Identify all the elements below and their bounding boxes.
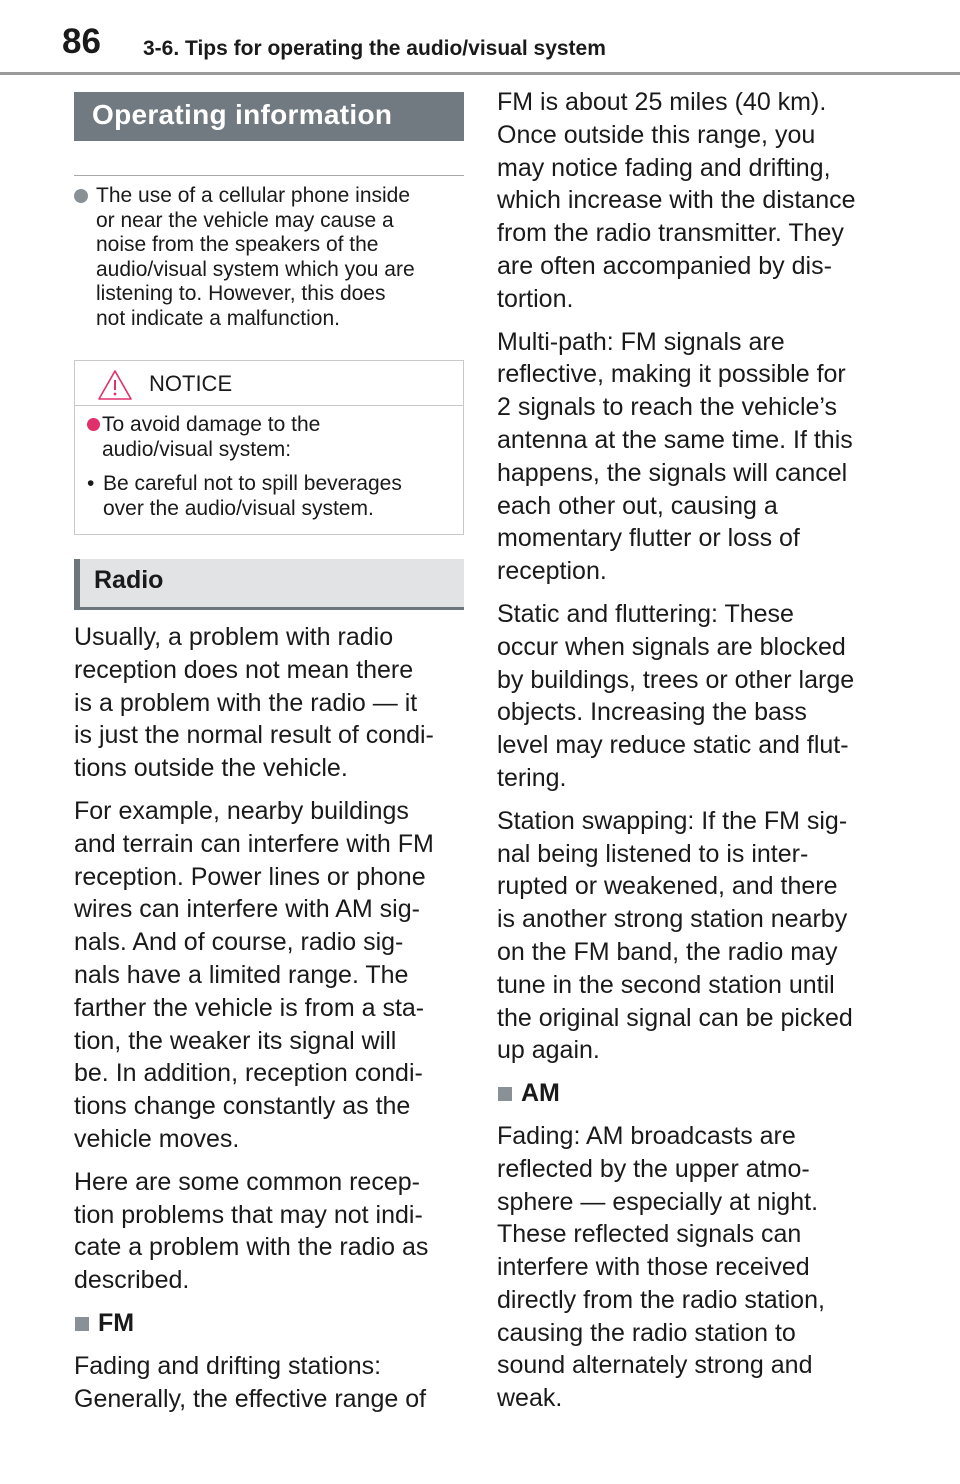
fm-label: FM (98, 1308, 135, 1337)
text-line: reception. (497, 557, 607, 586)
text-line: nal being listened to is inter- (497, 839, 809, 868)
text-line: occur when signals are blocked (497, 632, 846, 661)
text-line: is just the normal result of condi- (74, 721, 434, 750)
text-line: weak. (497, 1384, 563, 1413)
text-line: up again. (497, 1036, 600, 1065)
paragraph (74, 621, 464, 785)
text-line: on the FM band, the radio may (497, 937, 838, 966)
text-line: tune in the second station until (497, 970, 835, 999)
notice-header (75, 361, 463, 406)
info-text (96, 184, 464, 331)
text-line: reception does not mean there (74, 655, 414, 684)
text-line: Station swapping: If the FM sig- (497, 806, 848, 835)
paragraph (497, 805, 881, 1067)
text-line: level may reduce static and flut- (497, 731, 849, 760)
text-line: reflective, making it possible for (497, 360, 846, 389)
page-number: 86 (62, 22, 101, 61)
text-line: not indicate a malfunction. (96, 306, 340, 330)
gray-square-icon (498, 1087, 512, 1101)
text-line: are often accompanied by dis- (497, 251, 832, 280)
am-subheading (497, 1077, 881, 1110)
text-line: Fading: AM broadcasts are (497, 1121, 796, 1150)
right-column (497, 86, 881, 1415)
text-line: These reflected signals can (497, 1220, 802, 1249)
text-line: causing the radio station to (497, 1318, 796, 1347)
text-line: 2 signals to reach the vehicle’s (497, 393, 838, 422)
paragraph (74, 795, 464, 1156)
text-line: audio/visual system: (102, 437, 292, 461)
text-line: Be careful not to spill beverages (103, 472, 402, 495)
text-line: tion problems that may not indi- (74, 1200, 423, 1229)
text-line: The use of a cellular phone inside (96, 184, 411, 207)
text-line: cate a problem with the radio as (74, 1233, 429, 1262)
warning-triangle-icon (97, 369, 133, 401)
gray-dot-icon (74, 189, 88, 203)
text-line: over the audio/visual system. (103, 496, 374, 520)
text-line: may notice fading and drifting, (497, 153, 831, 182)
text-line: Once outside this range, you (497, 120, 816, 149)
notice-text (102, 413, 451, 462)
list-item (74, 184, 464, 331)
text-line: FM is about 25 miles (40 km). (497, 88, 827, 116)
text-line: noise from the speakers of the (96, 233, 379, 256)
text-line: directly from the radio station, (497, 1285, 825, 1314)
paragraph (497, 598, 881, 795)
gray-square-icon (75, 1317, 89, 1331)
paragraph (74, 1350, 464, 1416)
text-line: each other out, causing a (497, 491, 778, 520)
text-line: tering. (497, 763, 567, 792)
text-line: Here are some common recep- (74, 1167, 420, 1196)
notice-sub-item (87, 472, 451, 521)
paragraph (497, 1120, 881, 1415)
operating-info-heading: Operating information (74, 92, 464, 141)
pink-dot-icon (87, 418, 100, 431)
text-line: Generally, the effective range of (74, 1384, 427, 1413)
text-line: sound alternately strong and (497, 1351, 813, 1380)
text-line: interfere with those received (497, 1253, 810, 1282)
text-line: sphere — especially at night. (497, 1187, 819, 1216)
notice-body (75, 406, 463, 534)
notice-box (74, 360, 464, 535)
text-line: nals. And of course, radio sig- (74, 928, 404, 957)
text-line: tions change constantly as the (74, 1092, 411, 1121)
text-line: described. (74, 1266, 190, 1295)
notice-item (87, 413, 451, 462)
text-line: tion, the weaker its signal will (74, 1026, 397, 1055)
text-line: by buildings, trees or other large (497, 665, 855, 694)
text-line: farther the vehicle is from a sta- (74, 993, 425, 1022)
text-line: which increase with the distance (497, 186, 856, 215)
section-title: 3-6. Tips for operating the audio/visual system (143, 37, 606, 60)
text-line: is another strong station nearby (497, 905, 848, 934)
text-line: Multi-path: FM signals are (497, 327, 785, 356)
text-line: vehicle moves. (74, 1124, 240, 1153)
text-line: objects. Increasing the bass (497, 698, 807, 727)
text-line: from the radio transmitter. They (497, 219, 844, 248)
text-line: antenna at the same time. If this (497, 425, 853, 454)
text-line: and terrain can interfere with FM (74, 829, 434, 858)
sub-bullet: • (87, 472, 95, 495)
text-line: rupted or weakened, and there (497, 872, 838, 901)
header-rule (0, 72, 960, 75)
notice-sub-text (103, 472, 451, 521)
text-line: To avoid damage to the (102, 413, 321, 436)
text-line: nals have a limited range. The (74, 960, 409, 989)
radio-heading: Radio (74, 559, 464, 610)
am-label: AM (521, 1079, 560, 1108)
text-line: wires can interfere with AM sig- (74, 895, 420, 924)
notice-title: NOTICE (149, 371, 233, 396)
text-line: be. In addition, reception condi- (74, 1059, 423, 1088)
text-line: or near the vehicle may cause a (96, 208, 394, 232)
text-line: Usually, a problem with radio (74, 623, 394, 651)
left-column (74, 92, 464, 1415)
text-line: For example, nearby buildings (74, 796, 409, 825)
text-line: reception. Power lines or phone (74, 862, 426, 891)
text-line: audio/visual system which you are (96, 257, 415, 281)
text-line: listening to. However, this does (96, 282, 386, 305)
text-line: the original signal can be picked (497, 1003, 853, 1032)
text-line: tions outside the vehicle. (74, 754, 348, 783)
text-line: Static and fluttering: These (497, 599, 794, 628)
paragraph (74, 1166, 464, 1297)
fm-subheading (74, 1307, 464, 1340)
paragraph (497, 326, 881, 588)
radio-left-text (74, 621, 464, 1415)
text-line: Fading and drifting stations: (74, 1351, 382, 1380)
text-line: momentary flutter or loss of (497, 524, 800, 553)
text-line: reflected by the upper atmo- (497, 1154, 810, 1183)
text-line: tortion. (497, 284, 574, 313)
paragraph (497, 86, 881, 316)
text-line: is a problem with the radio — it (74, 688, 418, 717)
divider (74, 175, 464, 176)
text-line: happens, the signals will cancel (497, 458, 848, 487)
